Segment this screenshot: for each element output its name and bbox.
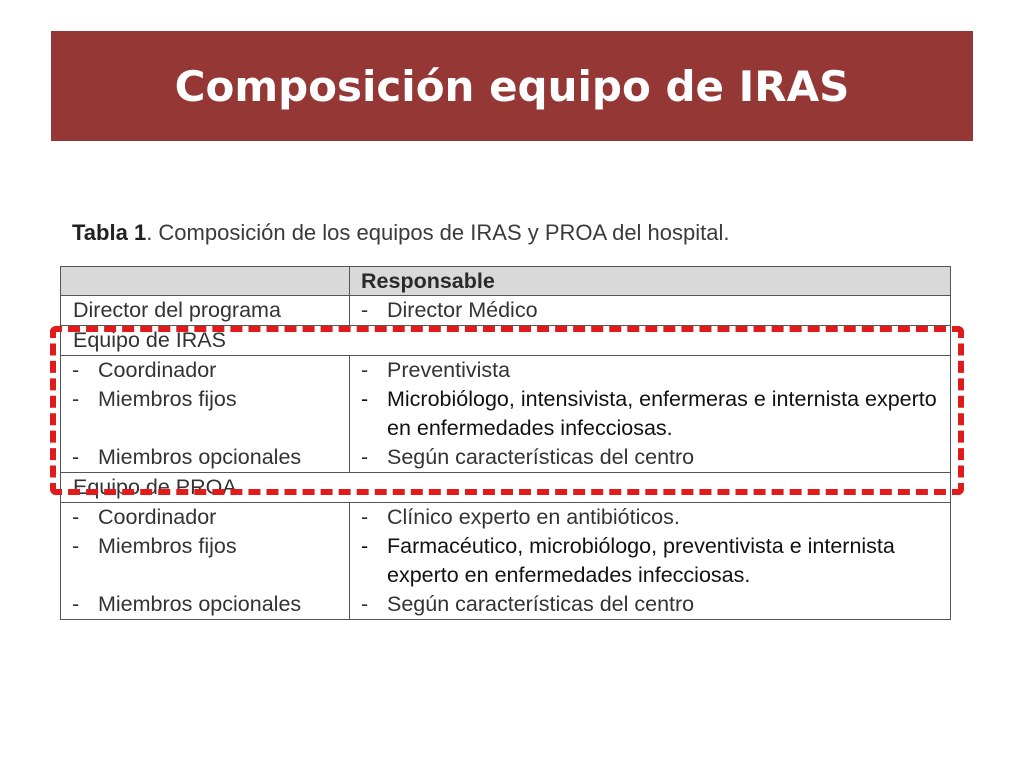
list-item — [350, 385, 950, 443]
iras-resp-fijos: Microbiólogo, intensivista, enfermeras e internista experto en enfermedades infecciosas. — [387, 387, 937, 440]
list-item — [350, 590, 950, 619]
caption-label: Tabla 1 — [72, 220, 147, 245]
director-label: Director del programa — [73, 298, 281, 322]
dash-bullet: - — [361, 358, 369, 382]
list-item — [350, 296, 950, 325]
section-label-iras: Equipo de IRAS — [61, 326, 951, 356]
list-item — [61, 532, 349, 561]
section-row-iras — [61, 326, 951, 356]
proa-role-opcionales: Miembros opcionales — [98, 592, 302, 616]
composition-table — [60, 266, 951, 620]
iras-role-fijos: Miembros fijos — [98, 387, 237, 411]
dash-bullet: - — [72, 505, 80, 529]
list-item — [350, 443, 950, 472]
iras-resp-opcionales: Según características del centro — [387, 445, 695, 469]
dash-bullet: - — [72, 358, 80, 382]
table-caption — [72, 220, 730, 246]
list-item — [61, 356, 349, 385]
table-row-proa-members — [61, 503, 951, 620]
proa-resp-coordinador: Clínico experto en antibióticos. — [387, 505, 680, 529]
header-responsable: Responsable — [350, 267, 951, 296]
slide-title: Composición equipo de IRAS — [174, 61, 850, 111]
dash-bullet: - — [361, 387, 369, 411]
iras-role-coordinador: Coordinador — [98, 358, 217, 382]
list-item — [61, 590, 349, 619]
table-row-iras-members — [61, 356, 951, 473]
dash-bullet: - — [72, 445, 80, 469]
title-bar — [51, 31, 973, 141]
list-item — [350, 532, 950, 590]
director-responsable: Director Médico — [387, 298, 538, 322]
caption-text: . Composición de los equipos de IRAS y PROA del hospital. — [146, 220, 730, 245]
list-item — [61, 385, 349, 414]
proa-resp-opcionales: Según características del centro — [387, 592, 695, 616]
dash-bullet: - — [72, 534, 80, 558]
dash-bullet: - — [361, 534, 369, 558]
list-item — [61, 503, 349, 532]
header-empty-cell — [61, 267, 350, 296]
iras-role-opcionales: Miembros opcionales — [98, 445, 302, 469]
list-item — [350, 356, 950, 385]
section-label-proa: Equipo de PROA — [61, 473, 951, 503]
table-header-row — [61, 267, 951, 296]
dash-bullet: - — [361, 445, 369, 469]
proa-role-coordinador: Coordinador — [98, 505, 217, 529]
list-item — [61, 443, 349, 472]
dash-bullet: - — [72, 387, 80, 411]
iras-resp-coordinador: Preventivista — [387, 358, 511, 382]
dash-bullet: - — [361, 592, 369, 616]
proa-resp-fijos: Farmacéutico, microbiólogo, preventivista e internista experto en enfermedades infecciosas. — [387, 534, 895, 587]
proa-role-fijos: Miembros fijos — [98, 534, 237, 558]
section-row-proa — [61, 473, 951, 503]
list-item — [350, 503, 950, 532]
dash-bullet: - — [361, 298, 369, 322]
table-row-director — [61, 296, 951, 326]
dash-bullet: - — [72, 592, 80, 616]
dash-bullet: - — [361, 505, 369, 529]
